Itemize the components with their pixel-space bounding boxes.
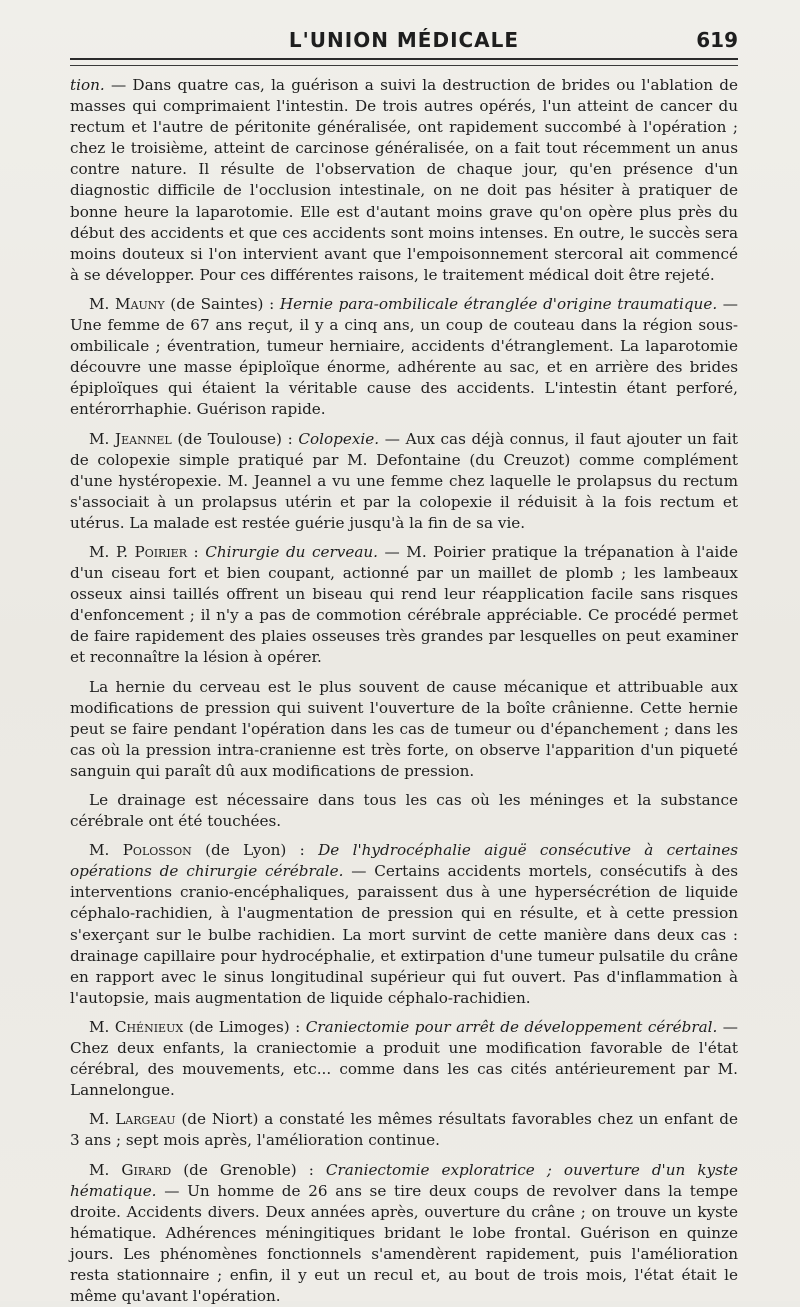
- header-rule: [70, 65, 738, 66]
- author-name: Girard: [121, 1161, 171, 1179]
- italic-title: Chirurgie du cerveau.: [205, 543, 378, 561]
- author-name: Jeannel: [115, 430, 172, 448]
- page-number: 619: [696, 28, 738, 52]
- text-run: — Dans quatre cas, la guérison a suivi la destruction de brides ou l'ablation de masses qui comprimaient l'intestin. De trois autres opérés, l'un atteint de cancer du rectum et l'autre de péritonite généralisée, ont rapidement succombé à l'opération ; chez le troisième, atteint de carcinose généralisée, on a fait tout récemment un anus contre nature. Il résulte de l'observation de chaque jour, qu'en présence d'un diagnostic difficile de l'occlusion intestinale, on ne doit pas hésiter à pratiquer de bonne heure la laparotomie. Elle est d'autant moins grave qu'on opère plus près du début des accidents et que ces accidents sont moins intenses. En outre, le succès sera moins douteux si l'on intervient avant que l'empoisonnement stercoral ait commencé à se développer. Pour ces différentes raisons, le traitement médical doit être rejeté.: [70, 76, 738, 284]
- text-run: — M. Poirier pratique la trépanation à l'aide d'un ciseau fort et bien coupant, actionné par un maillet de plomb ; les lambeaux osseux ainsi taillés offrent un biseau qui rend leur réapplication facile sans risques d'enfoncement ; il n'y a pas de commotion cérébrale appréciable. Ce procédé permet de faire rapidement des plaies osseuses très grandes par lesquelles on peut examiner et reconnaître la lésion à opérer.: [70, 543, 738, 666]
- page-header: [70, 18, 738, 60]
- paragraph-girard: [70, 1160, 738, 1307]
- text-run: Le drainage est nécessaire dans tous les cas où les méninges et la substance cérébrale ont été touchées.: [70, 791, 738, 830]
- author-name: Largeau: [115, 1110, 175, 1128]
- text-run: M.: [89, 430, 115, 448]
- text-run: (de Toulouse) :: [172, 430, 299, 448]
- text-run: M.: [89, 1161, 121, 1179]
- paragraph-poirier: [70, 542, 738, 669]
- text-run: (de Saintes) :: [165, 295, 280, 313]
- author-name: Poirier: [134, 543, 187, 561]
- paragraph-chenieux: [70, 1017, 738, 1101]
- text-run: (de Lyon) :: [192, 841, 318, 859]
- text-run: M. P.: [89, 543, 134, 561]
- italic-title: De l'hydrocéphalie aiguë consécutive à certaines opérations de chirurgie cérébrale.: [70, 841, 738, 880]
- text-run: M.: [89, 1018, 115, 1036]
- author-name: Polosson: [123, 841, 192, 859]
- author-name: Mauny: [115, 295, 165, 313]
- text-run: (de Limoges) :: [183, 1018, 306, 1036]
- text-run: M.: [89, 841, 123, 859]
- text-run: — Chez deux enfants, la craniectomie a produit une modification favorable de l'état cérébral, des mouvements, etc... comme dans les cas cités antérieurement par M. Lannelongue.: [70, 1018, 738, 1099]
- text-run: La hernie du cerveau est le plus souvent de cause mécanique et attribuable aux modifications de pression qui suivent l'ouverture de la boîte crânienne. Cette hernie peut se faire pendant l'opération dans les cas de tumeur ou d'épanchement ; dans les cas où la pression intra-cranienne est très forte, on observe l'apparition d'un piqueté sanguin qui paraît dû aux modifications de pression.: [70, 678, 738, 780]
- italic-title: Craniectomie pour arrêt de développement cérébral.: [306, 1018, 718, 1036]
- text-run: M.: [89, 1110, 115, 1128]
- text-run: :: [187, 543, 205, 561]
- text-run: (de Grenoble) :: [171, 1161, 326, 1179]
- text-run: — Aux cas déjà connus, il faut ajouter un fait de colopexie simple pratiqué par M. Defontaine (du Creuzot) comme complément d'une hystéropexie. M. Jeannel a vu une femme chez laquelle le prolapsus du rectum s'associait à un prolapsus utérin et par la colopexie il réduisit à la fois rectum et utérus. La malade est restée guérie jusqu'à la fin de sa vie.: [70, 430, 738, 532]
- running-title: L'UNION MÉDICALE: [70, 28, 738, 52]
- paragraph-mauny: [70, 294, 738, 421]
- text-run: M.: [89, 295, 115, 313]
- paragraph-occlusion-conclusion: [70, 75, 738, 286]
- italic-title: Colopexie.: [298, 430, 379, 448]
- paragraph-jeannel: [70, 429, 738, 534]
- text-run: — Un homme de 26 ans se tire deux coups de revolver dans la tempe droite. Accidents divers. Deux années après, ouverture du crâne ; on trouve un kyste hématique. Adhérences méningitiques bridant le lobe frontal. Guérison en quinze jours. Les phénomènes fonctionnels s'amendèrent rapidement, puis l'amélioration resta stationnaire ; enfin, il y eut un recul et, au bout de trois mois, l'état était le même qu'avant l'opération.: [70, 1182, 738, 1305]
- paragraph-polosson: [70, 840, 738, 1009]
- italic-title: Craniectomie exploratrice ; ouverture d'un kyste hématique.: [70, 1161, 738, 1200]
- paragraph-hernie-cerveau: [70, 677, 738, 782]
- text-run: (de Niort) a constaté les mêmes résultats favorables chez un enfant de 3 ans ; sept mois après, l'amélioration continue.: [70, 1110, 738, 1149]
- paragraph-drainage: [70, 790, 738, 832]
- author-name: Chénieux: [115, 1018, 183, 1036]
- text-run: — Une femme de 67 ans reçut, il y a cinq ans, un coup de couteau dans la région sous-ombilicale ; éventration, tumeur herniaire, accidents d'étranglement. La laparotomie découvre une masse épiploïque énorme, adhérente au sac, et en arrière des brides épiploïques qui étaient la véritable cause des accidents. L'intestin étant perforé, entérorrhaphie. Guérison rapide.: [70, 295, 738, 418]
- article-body: [70, 75, 738, 1307]
- italic-title: Hernie para-ombilicale étranglée d'origine traumatique.: [280, 295, 717, 313]
- italic-title: tion.: [70, 76, 105, 94]
- text-run: — Certains accidents mortels, consécutifs à des interventions cranio-encéphaliques, paraissent dus à une hypersécrétion de liquide céphalo-rachidien, à l'augmentation de pression qui en résulte, et à cette pression s'exerçant sur le bulbe rachidien. La mort survint de cette manière dans deux cas : drainage capillaire pour hydrocéphalie, et extirpation d'une tumeur pulsatile du crâne en rapport avec le sinus longitudinal supérieur qui fut ouvert. Pas d'inflammation à l'autopsie, mais augmentation de liquide céphalo-rachidien.: [70, 862, 738, 1007]
- paragraph-largeau: [70, 1109, 738, 1151]
